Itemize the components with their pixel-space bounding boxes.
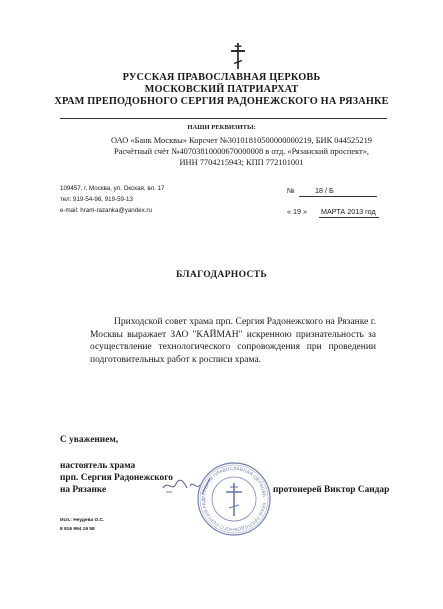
outgoing-date-month-year: МАРТА 2013 год	[321, 207, 376, 216]
requisites-account: Расчётный счёт №40703810000670000008 в отд. «Рязанский проспект»,	[114, 147, 369, 156]
address-phone: тел: 919-54-96, 919-59-13	[60, 196, 133, 203]
outgoing-date-underline	[319, 217, 379, 218]
svg-text:РУССКАЯ ПРАВОСЛАВНАЯ ЦЕРКОВЬ ·	[196, 461, 267, 532]
requisites-heading: НАШИ РЕКВИЗИТЫ:	[187, 124, 256, 131]
header-church: РУССКАЯ ПРАВОСЛАВНАЯ ЦЕРКОВЬ	[122, 72, 321, 83]
header-rule	[60, 118, 387, 119]
requisites-inn: ИНН 7704215943; КПП 772101001	[179, 158, 304, 167]
requisites-bank: ОАО «Банк Москвы» Корсчет №30101810500000000219, БИК 044525219	[111, 136, 372, 145]
seal-ring-text: РУССКАЯ ПРАВОСЛАВНАЯ ЦЕРКОВЬ · ХРАМ ПРЕПОДОБНОГО СЕРГИЯ РАД	[200, 465, 268, 533]
closing-signatory: протоиерей Виктор Сандар	[273, 485, 390, 495]
outgoing-date-day: « 19 »	[287, 207, 307, 216]
closing-regards: С уважением,	[60, 435, 119, 445]
closing-position-line1: настоятель храма	[60, 461, 136, 471]
letter-body-paragraph: Приходской совет храма прп. Сергия Радонежского на Рязанке г. Москвы выражает ЗАО "КАЙМАН" искренною признательность за осуществление технологического сопровождения при проведении подготовительных работ к росписи храма.	[90, 317, 376, 365]
closing-position-line2: прп. Сергия Радонежского	[60, 473, 173, 483]
letter-title: БЛАГОДАРНОСТЬ	[175, 269, 268, 280]
outgoing-number-underline	[299, 196, 377, 197]
closing-position-line3: на Рязанке	[60, 485, 107, 495]
orthodox-cross-icon	[229, 43, 247, 69]
outgoing-number: 18 / Б	[315, 186, 334, 195]
outgoing-number-label: №	[287, 186, 295, 195]
executor-phone: 8 916 994 19 58	[60, 527, 95, 532]
church-seal	[196, 461, 272, 537]
address-street: 109457, г. Москва, ул. Окская, вл. 17	[60, 185, 165, 192]
header-temple: ХРАМ ПРЕПОДОБНОГО СЕРГИЯ РАДОНЕЖСКОГО НА РЯЗАНКЕ	[54, 96, 389, 107]
letter-body	[90, 316, 376, 366]
executor-name: Исп.: Неудева О.С.	[60, 518, 105, 523]
header-patriarchate: МОСКОВСКИЙ ПАТРИАРХАТ	[144, 84, 299, 95]
address-email: e-mail: hram-razanka@yandex.ru	[60, 207, 152, 214]
